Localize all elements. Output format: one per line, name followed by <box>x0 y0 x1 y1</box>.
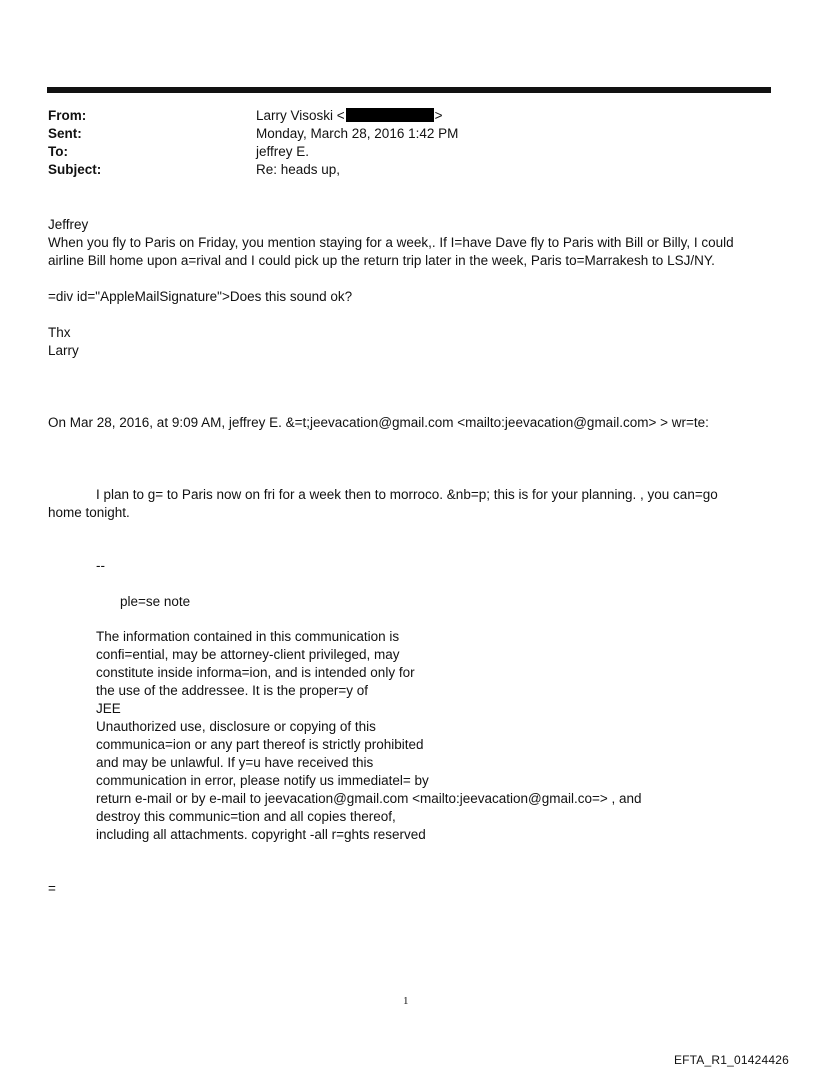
disclaimer-line: The information contained in this communication is <box>96 629 400 644</box>
from-name: Larry Visoski < <box>256 108 345 123</box>
page-number: 1 <box>403 995 409 1007</box>
subject-value: Re: heads up, <box>256 162 341 177</box>
disclaimer-line: including all attachments. copyright -all r=ghts reserved <box>96 827 426 842</box>
from-label: From: <box>48 108 87 123</box>
document-id: EFTA_R1_01424426 <box>673 1053 789 1067</box>
greeting: Jeffrey <box>48 217 89 232</box>
sent-value: Monday, March 28, 2016 1:42 PM <box>256 126 459 141</box>
disclaimer-line: communication in error, please notify us immediatel= by <box>96 773 429 788</box>
disclaimer-line: the use of the addressee. It is the proper=y of <box>96 683 369 698</box>
signature-dashes: -- <box>96 558 105 573</box>
sent-label: Sent: <box>48 126 82 141</box>
body-line-1: When you fly to Paris on Friday, you mention staying for a week,. If I=have Dave fly to Paris with Bill or Billy, I could <box>48 235 734 250</box>
disclaimer-line: constitute inside informa=ion, and is intended only for <box>96 665 415 680</box>
header-rule <box>47 87 771 93</box>
signature-name: Larry <box>48 343 79 358</box>
disclaimer-line: return e-mail or by e-mail to jeevacation@gmail.com <mailto:jeevacation@gmail.co=> , and <box>96 791 642 806</box>
disclaimer-line: JEE <box>96 701 121 716</box>
disclaimer-line: confi=ential, may be attorney-client privileged, may <box>96 647 400 662</box>
trailing-equals: = <box>48 881 56 896</box>
quote-header: On Mar 28, 2016, at 9:09 AM, jeffrey E. &=t;jeevacation@gmail.com <mailto:jeevacation@gmail.com> > wr=te: <box>48 415 709 430</box>
subject-label: Subject: <box>48 162 102 177</box>
quoted-line-2: home tonight. <box>48 505 130 520</box>
disclaimer-line: communica=ion or any part thereof is strictly prohibited <box>96 737 424 752</box>
disclaimer-line: Unauthorized use, disclosure or copying of this <box>96 719 376 734</box>
signature-div-line: =div id="AppleMailSignature">Does this sound ok? <box>48 289 353 304</box>
disclaimer-line: and may be unlawful. If y=u have received this <box>96 755 374 770</box>
body-line-2: airline Bill home upon a=rival and I could pick up the return trip later in the week, Paris to=Marrakesh to LSJ/NY. <box>48 253 715 268</box>
thanks: Thx <box>48 325 71 340</box>
disclaimer-line: destroy this communic=tion and all copies thereof, <box>96 809 396 824</box>
from-close: > <box>434 108 443 123</box>
to-label: To: <box>48 144 68 159</box>
to-value: jeffrey E. <box>256 144 310 159</box>
please-note: ple=se note <box>120 594 191 609</box>
redaction-box <box>346 108 434 122</box>
quoted-line-1: I plan to g= to Paris now on fri for a week then to morroco. &nb=p; this is for your planning. , you can=go <box>96 487 718 502</box>
from-value <box>256 107 443 125</box>
